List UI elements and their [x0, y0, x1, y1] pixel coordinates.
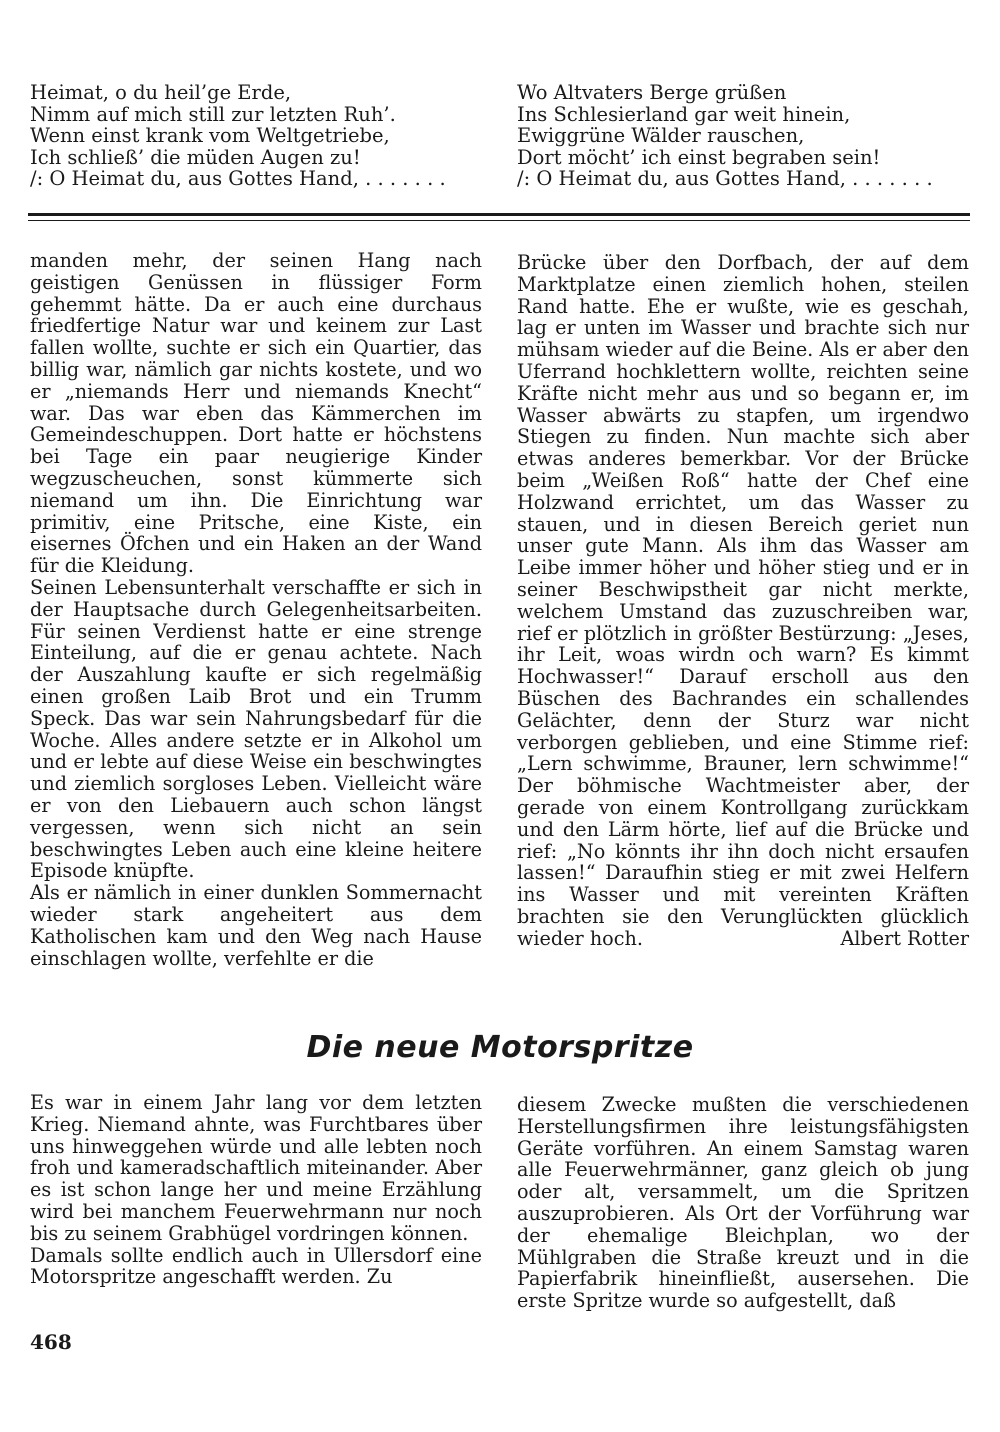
- poem-line: /: O Heimat du, aus Gottes Hand, . . . . . . .: [30, 167, 446, 190]
- paragraph: manden mehr, der seinen Hang nach geistigen Genüssen in flüssiger Form gehemmt hätte. Da er auch eine durchaus friedfertige Natur war und keinem zur Last fallen wollte, suchte er sich ein Quartier, das billig war, nämlich gar nichts kostete, und wo er „niemands Herr und niemands Knecht“ war. Das war eben das Kämmerchen im Gemeindeschuppen. Dort hatte er höchstens bei Tage ein paar neugierige Kinder wegzuscheuchen, sonst kümmerte sich niemand um ihn. Die Einrichtung war primitiv, eine Pritsche, eine Kiste, ein eisernes Öfchen und ein Haken an der Wand für die Kleidung.: [30, 249, 482, 578]
- story1-column-left: [30, 250, 482, 969]
- paragraph: diesem Zwecke mußten die verschiedenen Herstellungsfirmen ihre leistungsfähigsten Geräte vorführen. An einem Samstag waren alle Feuerwehrmänner, ganz gleich ob jung oder alt, versammelt, um die Spritzen auszuprobieren. Als Ort der Vorführung war der ehemalige Bleichplan, wo der Mühlgraben die Straße kreuzt und in die Papierfabrik hineinfließt, ausersehen. Die erste Spritze wurde so aufgestellt, daß: [517, 1093, 969, 1313]
- section-divider: [28, 213, 970, 216]
- poem-line: Ich schließ’ die müden Augen zu!: [30, 145, 361, 169]
- paragraph: Es war in einem Jahr lang vor dem letzten Krieg. Niemand ahnte, was Furchtbares über uns hinweggehen würde und alle lebten noch froh und kameradschaftlich miteinander. Aber es ist schon lange her und meine Erzählung wird bei manchem Feuerwehrmann nur noch bis zu seinem Grabhügel vordringen können.: [30, 1091, 482, 1245]
- page-number: 468: [30, 1330, 72, 1354]
- article-title: Die neue Motorspritze: [306, 1030, 694, 1065]
- poem-line: Nimm auf mich still zur letzten Ruh’.: [30, 102, 396, 126]
- poem-line: Dort möcht’ ich einst begraben sein!: [517, 145, 881, 169]
- section-divider-thin: [28, 220, 970, 221]
- paragraph: Als er nämlich in einer dunklen Sommernacht wieder stark angeheitert aus dem Katholischen kam und den Weg nach Hause einschlagen wollte, verfehlte er die: [30, 881, 482, 970]
- poem-line: Wo Altvaters Berge grüßen: [517, 81, 787, 104]
- poem-stanza-right: [517, 82, 977, 190]
- poem-line: Ewiggrüne Wälder rauschen,: [517, 124, 805, 147]
- poem-line: Ins Schlesierland gar weit hinein,: [517, 102, 851, 126]
- poem-line: /: O Heimat du, aus Gottes Hand, . . . . . . .: [517, 167, 933, 190]
- poem-line: Wenn einst krank vom Weltgetriebe,: [30, 124, 390, 147]
- story1-column-right: [517, 252, 969, 950]
- poem-stanza-left: [30, 82, 485, 190]
- paragraph: Damals sollte endlich auch in Ullersdorf eine Motorspritze angeschafft werden. Zu: [30, 1243, 482, 1289]
- paragraph: Seinen Lebensunterhalt verschaffte er sich in der Hauptsache durch Gelegenheitsarbeiten. Für seinen Verdienst hatte er eine strenge Einteilung, auf die er genau achtete. Nach der Auszahlung kaufte er sich regelmäßig einen großen Laib Brot und ein Trumm Speck. Das war sein Nahrungsbedarf für die Woche. Alles andere setzte er in Alkohol um und er lebte auf diese Weise ein beschwingtes und ziemlich sorgloses Leben. Vielleicht wäre er von den Liebauern auch schon längst vergessen, wenn sich nicht an sein beschwingtes Leben auch eine kleine heitere Episode knüpfte.: [30, 575, 482, 883]
- poem-line: Heimat, o du heil’ge Erde,: [30, 81, 292, 104]
- paragraph: Brücke über den Dorfbach, der auf dem Marktplatze einen ziemlich hohen, steilen Rand hatte. Ehe er wußte, wie es geschah, lag er unten im Wasser und brachte sich nur mühsam wieder auf die Beine. Als er aber den Uferrand hochklettern wollte, reichten seine Kräfte nicht mehr aus und so begann er, im Wasser abwärts zu stapfen, um irgendwo Stiegen zu finden. Nun machte sich aber etwas anderes bemerkbar. Vor der Brücke beim „Weißen Roß“ hatte der Chef eine Holzwand errichtet, um das Wasser zu stauen, und in diesen Bereich geriet nun unser gute Mann. Als ihm das Wasser am Leibe immer höher und höher stieg und er in seiner Beschwipstheit gar nicht merkte, welchem Umstand das zuzuschreiben war, rief er plötzlich in größter Bestürzung: „Jeses, ihr Leit, woas wirdn och warn? Es kimmt Hochwasser!“ Darauf erscholl aus den Büschen des Bachrandes ein schallendes Gelächter, denn der Sturz war nicht verborgen geblieben, und eine Stimme rief: „Lern schwimme, Brauner, lern schwimme!“ Der böhmische Wachtmeister aber, der gerade von einem Kontrollgang zurückkam und den Lärm hörte, lief auf die Brücke und rief: „No könnts ihr ihn doch nicht ersaufen lassen!“ Daraufhin stieg er mit zwei Helfern ins Wasser und mit vereinten Kräften brachten sie den Verunglückten glücklich wieder hoch.: [517, 251, 969, 950]
- story2-column-left: [30, 1092, 482, 1288]
- author-signature: Albert Rotter: [840, 926, 969, 950]
- story2-column-right: [517, 1094, 969, 1312]
